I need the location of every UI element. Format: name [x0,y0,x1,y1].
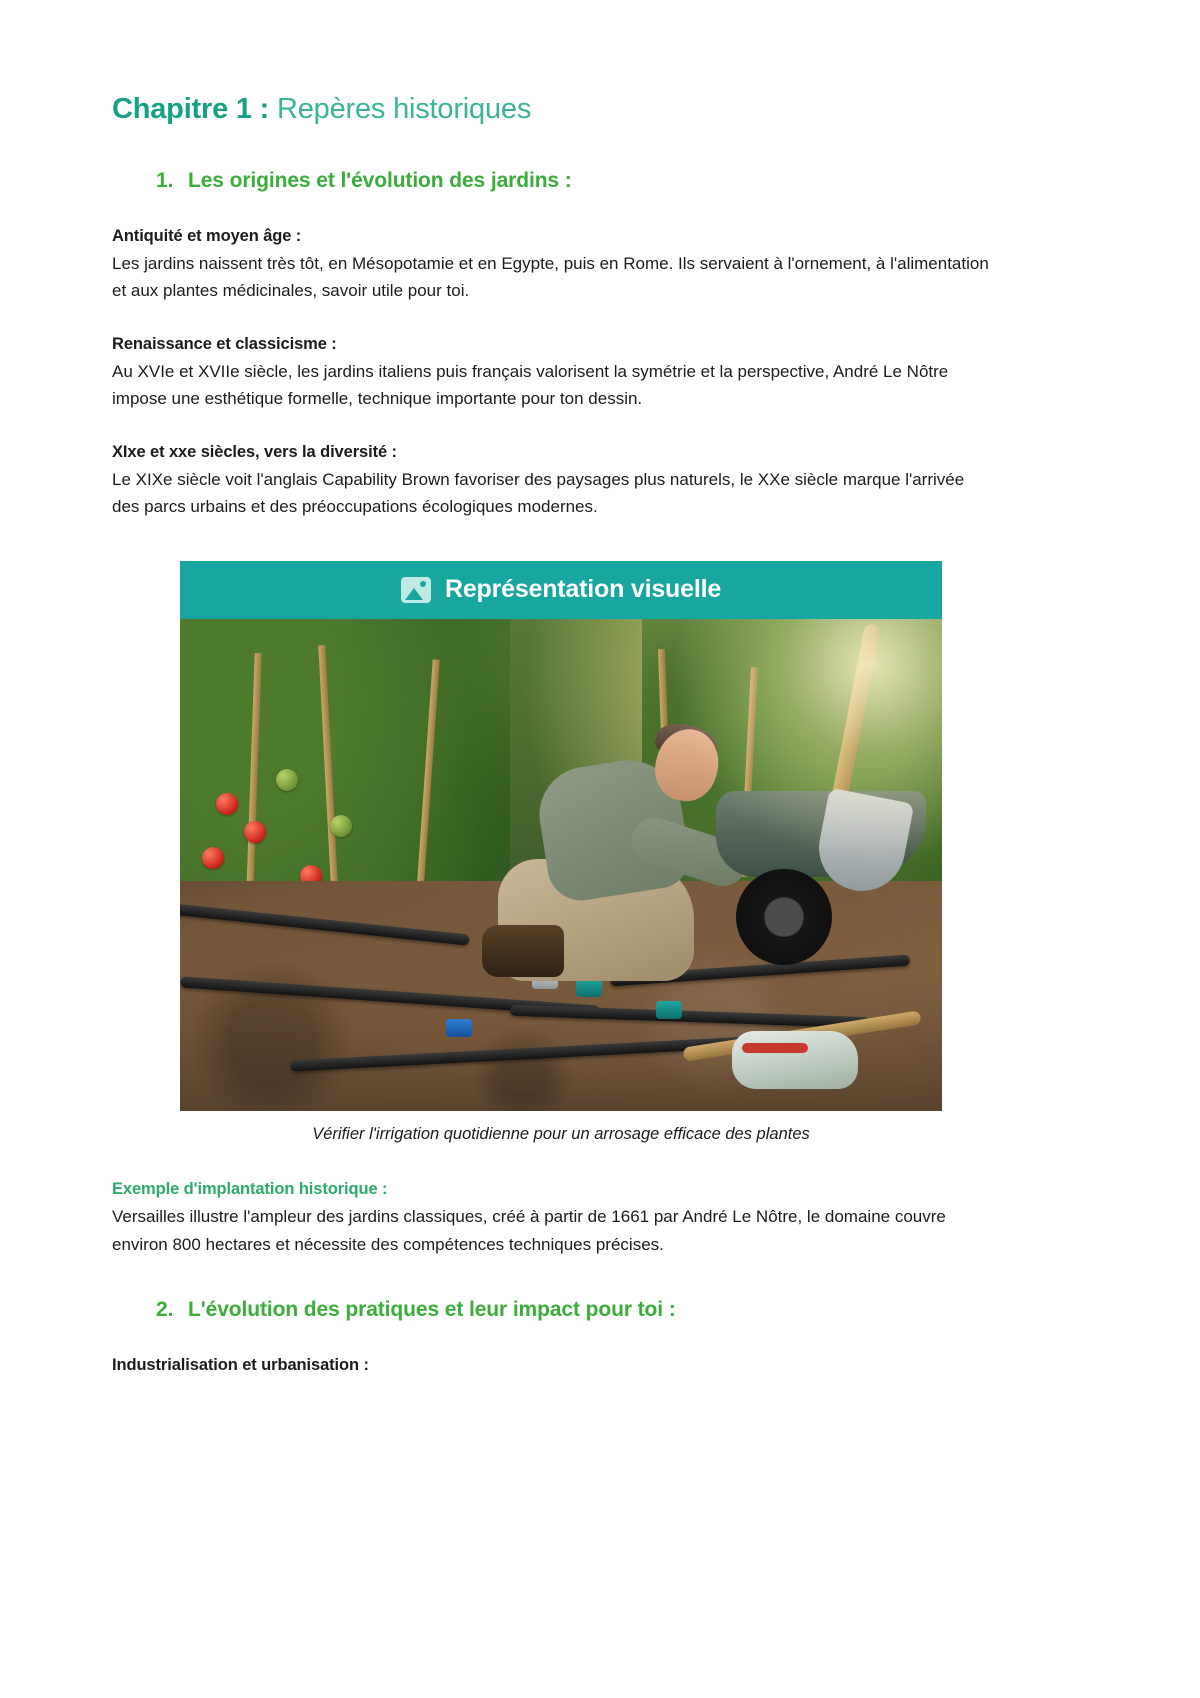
block-exemple-implantation [112,1180,1088,1258]
wheelbarrow-wheel [736,869,832,965]
section-title-2: L'évolution des pratiques et leur impact pour toi : [188,1298,676,1322]
gardening-gloves [732,1031,858,1089]
section-title-1: Les origines et l'évolution des jardins : [188,168,572,192]
tomato-fruit [330,815,352,837]
section-number-1: 1. [156,168,174,192]
block-industrialisation [112,1356,1088,1375]
page-title [112,92,1088,127]
block-renaissance [112,335,1088,413]
figure-representation-visuelle [180,561,942,1144]
block-text-exemple: Versailles illustre l'ampleur des jardins classiques, créé à partir de 1661 par André Le Nôtre, le domaine couvre environ 800 hectares et nécessite des compétences techniques précises. [112,1206,946,1254]
tomato-fruit [216,793,238,815]
block-xixe-xxe [112,443,1088,521]
tomato-fruit [244,821,266,843]
chapter-label: Chapitre 1 : [112,93,270,125]
figure-image [180,619,942,1111]
block-title-xixe-xxe: XIxe et xxe siècles, vers la diversité : [112,442,397,461]
figure-banner-label: Représentation visuelle [444,575,722,604]
figure-banner [180,561,942,619]
block-text-xixe-xxe: Le XIXe siècle voit l'anglais Capability Brown favoriser des paysages plus naturels, le XXe siècle marque l'arrivée des parcs urbains et des préoccupations écologiques modernes. [112,469,965,517]
tomato-fruit [202,847,224,869]
section-number-2: 2. [156,1298,174,1322]
gardener-boot [482,925,564,977]
block-title-exemple: Exemple d'implantation historique : [112,1179,388,1198]
block-text-renaissance: Au XVIe et XVIIe siècle, les jardins italiens puis français valorisent la symétrie et la perspective, André Le Nôtre impose une esthétique formelle, technique importante pour ton dessin. [112,361,949,409]
section-heading-1 [156,169,1088,193]
block-text-antiquite: Les jardins naissent très tôt, en Mésopotamie et en Egypte, puis en Rome. Ils servaient à l'ornement, à l'alimentation et aux plantes médicinales, savoir utile pour toi. [112,253,989,301]
tomato-fruit [276,769,298,791]
chapter-title-text: Repères historiques [277,93,532,125]
block-antiquite [112,227,1088,305]
block-title-renaissance: Renaissance et classicisme : [112,334,337,353]
hose-fitting [446,1019,472,1037]
figure-caption: Vérifier l'irrigation quotidienne pour un arrosage efficace des plantes [312,1124,810,1143]
section-heading-2 [156,1298,1088,1322]
block-title-antiquite: Antiquité et moyen âge : [112,226,302,245]
block-title-industrialisation: Industrialisation et urbanisation : [112,1356,369,1375]
image-icon [401,577,431,603]
